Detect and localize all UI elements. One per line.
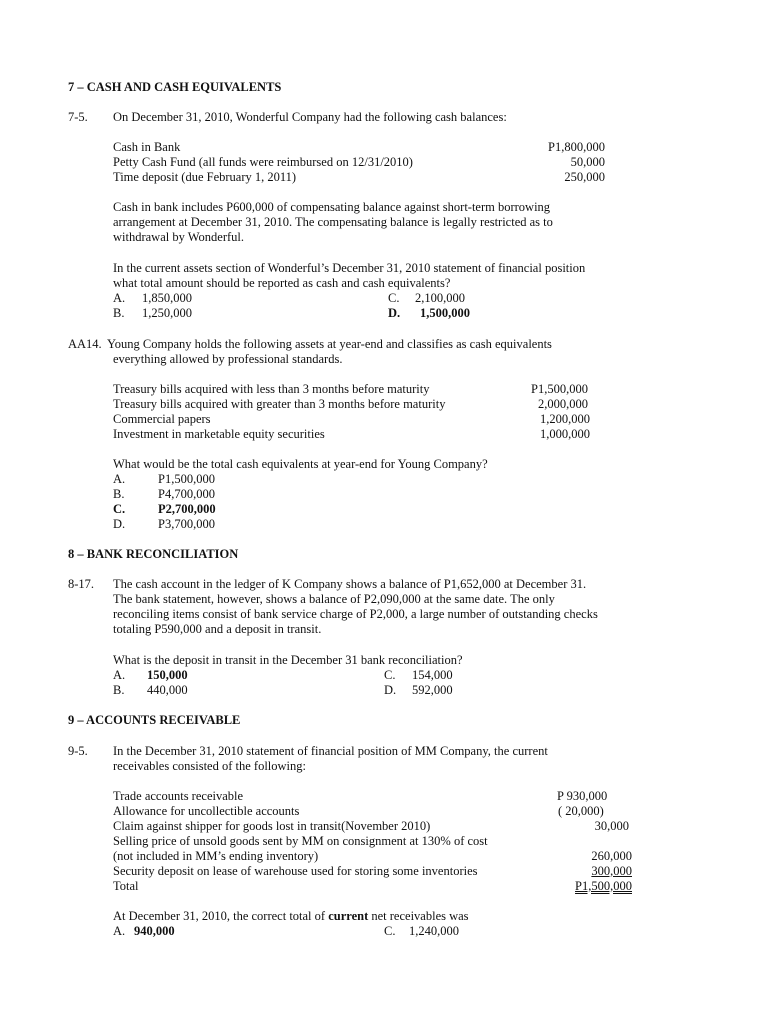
line-item-amount: 300,000 (591, 864, 632, 878)
line-item-amount: 2,000,000 (538, 397, 588, 411)
choice-value: 440,000 (147, 683, 188, 697)
line-item-label: Claim against shipper for goods lost in transit(November 2010) (113, 819, 431, 833)
question-text: what total amount should be reported as cash and cash equivalents? (113, 276, 451, 290)
section-heading-accounts-receivable: 9 – ACCOUNTS RECEIVABLE (68, 713, 241, 727)
line-item-amount: 1,200,000 (540, 412, 590, 426)
choice-value-answer: 940,000 (134, 924, 175, 938)
choice-letter: C. (388, 291, 400, 305)
question-intro: On December 31, 2010, Wonderful Company had the following cash balances: (113, 110, 507, 124)
choice-letter: B. (113, 487, 125, 501)
question-number: 7-5. (68, 110, 88, 124)
line-item-label: Investment in marketable equity securities (113, 427, 325, 441)
line-item-label: Security deposit on lease of warehouse used for storing some inventories (113, 864, 478, 878)
section-heading-cash: 7 – CASH AND CASH EQUIVALENTS (68, 80, 282, 94)
choice-letter: A. (113, 924, 126, 938)
paragraph-line: reconciling items consist of bank service charge of P2,000, a large number of outstanding checks (113, 607, 598, 621)
paragraph-line: arrangement at December 31, 2010. The compensating balance is legally restricted as to (113, 215, 553, 229)
line-item-label: Selling price of unsold goods sent by MM on consignment at 130% of cost (113, 834, 488, 848)
choice-letter: B. (113, 683, 125, 697)
line-item-label: Trade accounts receivable (113, 789, 244, 803)
choice-letter: D. (113, 517, 126, 531)
question-intro: Young Company holds the following assets at year-end and classifies as cash equivalents (107, 337, 552, 351)
paragraph-line: The cash account in the ledger of K Company shows a balance of P1,652,000 at December 31. (113, 577, 587, 591)
line-item-amount: P 930,000 (557, 789, 608, 803)
question-text: What is the deposit in transit in the December 31 bank reconciliation? (113, 653, 463, 667)
question-number: 8-17. (68, 577, 95, 591)
line-item-amount: P1,800,000 (548, 140, 605, 154)
choice-value-answer: 1,500,000 (420, 306, 470, 320)
line-item-label: (not included in MM’s ending inventory) (113, 849, 319, 863)
line-item-label: Allowance for uncollectible accounts (113, 804, 300, 818)
question-emphasis: current (328, 909, 369, 923)
section-heading-bank-reconciliation: 8 – BANK RECONCILIATION (68, 547, 239, 561)
line-item-amount: 260,000 (591, 849, 632, 863)
question-intro: In the December 31, 2010 statement of financial position of MM Company, the current (113, 744, 548, 758)
line-item-amount: 1,000,000 (540, 427, 590, 441)
choice-value: 154,000 (412, 668, 453, 682)
question-text-end: net receivables was (368, 909, 469, 923)
line-item-label: Cash in Bank (113, 140, 181, 154)
paragraph-line: The bank statement, however, shows a balance of P2,090,000 at the same date. The only (113, 592, 555, 606)
choice-value: 1,250,000 (142, 306, 192, 320)
choice-value-answer: P2,700,000 (158, 502, 216, 516)
choice-letter: B. (113, 306, 125, 320)
question-intro: receivables consisted of the following: (113, 759, 306, 773)
choice-value: 592,000 (412, 683, 453, 697)
question-text (113, 909, 469, 924)
choice-value: P1,500,000 (158, 472, 215, 486)
question-text-start: At December 31, 2010, the correct total of (113, 909, 329, 923)
question-number: AA14. (68, 337, 102, 351)
question-number: 9-5. (68, 744, 88, 758)
line-item-label: Treasury bills acquired with greater than 3 months before maturity (113, 397, 446, 411)
choice-letter: A. (113, 291, 126, 305)
choice-value: 1,240,000 (409, 924, 459, 938)
line-item-amount: ( 20,000) (558, 804, 604, 818)
choice-letter: A. (113, 472, 126, 486)
line-item-label: Petty Cash Fund (all funds were reimbursed on 12/31/2010) (113, 155, 413, 169)
choice-letter: C. (384, 924, 396, 938)
question-text: What would be the total cash equivalents at year-end for Young Company? (113, 457, 488, 471)
line-item-amount: 50,000 (570, 155, 605, 169)
paragraph-line: totaling P590,000 and a deposit in transit. (113, 622, 322, 636)
choice-value-answer: 150,000 (147, 668, 188, 682)
choice-letter-answer: C. (113, 502, 126, 516)
choice-value: P4,700,000 (158, 487, 215, 501)
choice-value: 1,850,000 (142, 291, 192, 305)
choice-letter: C. (384, 668, 396, 682)
choice-value: 2,100,000 (415, 291, 465, 305)
choice-letter: D. (384, 683, 397, 697)
choice-letter-answer: D. (388, 306, 401, 320)
line-item-label: Time deposit (due February 1, 2011) (113, 170, 297, 184)
total-amount: P1,500,000 (575, 879, 632, 893)
line-item-amount: P1,500,000 (531, 382, 588, 396)
choice-value: P3,700,000 (158, 517, 215, 531)
question-text: In the current assets section of Wonderful’s December 31, 2010 statement of financial position (113, 261, 586, 275)
line-item-label: Treasury bills acquired with less than 3 months before maturity (113, 382, 430, 396)
paragraph-line: Cash in bank includes P600,000 of compensating balance against short-term borrowing (113, 200, 551, 214)
line-item-label: Commercial papers (113, 412, 211, 426)
line-item-amount: 30,000 (594, 819, 629, 833)
paragraph-line: withdrawal by Wonderful. (113, 230, 245, 244)
choice-letter: A. (113, 668, 126, 682)
question-intro: everything allowed by professional standards. (113, 352, 343, 366)
total-label: Total (113, 879, 139, 893)
line-item-amount: 250,000 (564, 170, 605, 184)
